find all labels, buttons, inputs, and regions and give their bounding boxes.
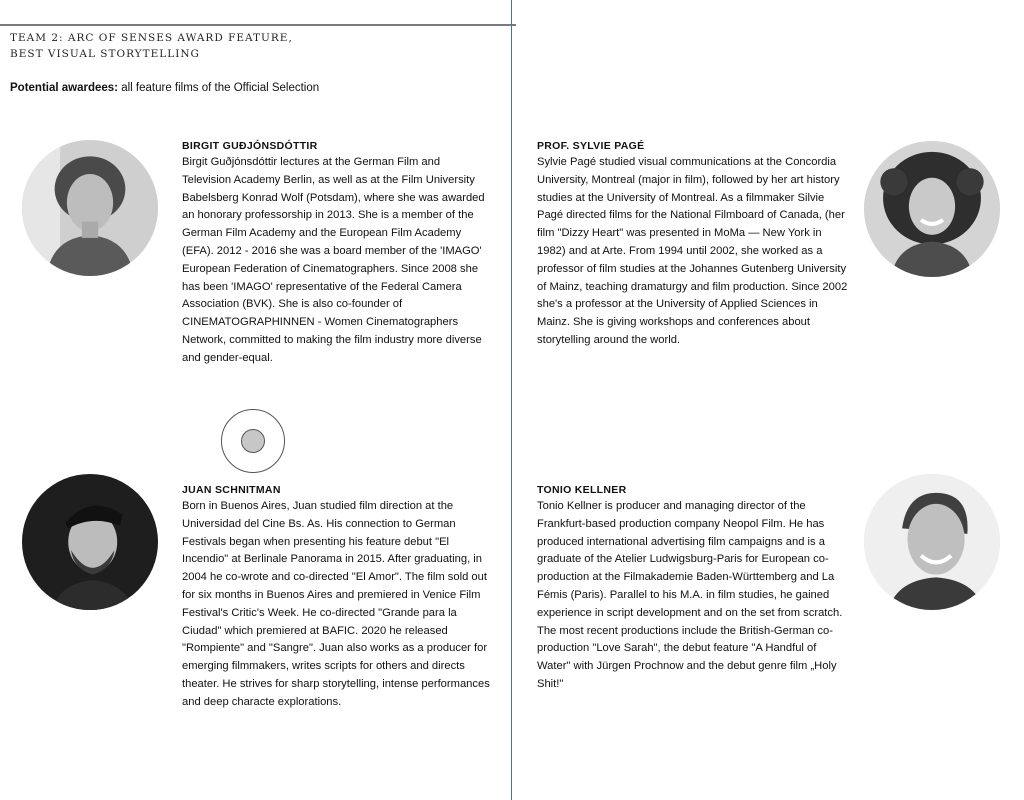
page-divider	[511, 0, 512, 800]
awardees-label: Potential awardees:	[10, 82, 119, 94]
woman-portrait-icon	[864, 141, 1000, 277]
bio-text: Tonio Kellner is producer and managing director of the Frankfurt-based production company Neopol Film. He has produced international advertising film campaigns and is a graduate of the Atelier Ludwigsburg-Paris for European co-production at the Filmakademie Baden-Württemberg and La Fémis (Paris). Parallel to his M.A. in film studies, he gained experience in script development and on the set from scratch. The most recent productions include the British-German co-production "Love Sarah", the debut feature "A Handful of Water" with Jürgen Prochnow and the debut genre film „Holy Shit!"	[537, 500, 843, 690]
bio-name: BIRGIT GUÐJÓNSDÓTTIR	[182, 140, 318, 152]
bio-name: PROF. SYLVIE PAGÉ	[537, 140, 645, 152]
portrait-tonio-kellner	[864, 474, 1000, 610]
bio-birgit-gudjonsdottir	[182, 138, 492, 368]
awardees-text: all feature films of the Official Selection	[118, 82, 320, 94]
portrait-juan-schnitman	[22, 474, 158, 610]
team-heading-line-1: TEAM 2: ARC OF SENSES AWARD FEATURE,	[10, 32, 293, 44]
bio-tonio-kellner	[537, 482, 849, 694]
bio-name: TONIO KELLNER	[537, 484, 627, 496]
touch-indicator-dot	[241, 429, 265, 453]
portrait-sylvie-page	[864, 141, 1000, 277]
bio-sylvie-page	[537, 138, 849, 350]
woman-portrait-icon	[22, 140, 158, 276]
portrait-birgit-gudjonsdottir	[22, 140, 158, 276]
man-portrait-icon	[22, 474, 158, 610]
bio-juan-schnitman	[182, 482, 492, 712]
team-heading	[10, 30, 430, 62]
bio-name: JUAN SCHNITMAN	[182, 484, 281, 496]
man-portrait-icon	[864, 474, 1000, 610]
team-heading-line-2: BEST VISUAL STORYTELLING	[10, 48, 200, 60]
bio-text: Born in Buenos Aires, Juan studied film direction at the Universidad del Cine Bs. As. His connection to German Festivals began when presenting his feature debut "El Incendio" at Berlinale Panorama in 2015. After graduating, in 2004 he co-wrote and co-directed "El Amor". The film sold out for six months in Buenos Aires and premiered in Venice Film Festival's Critic's Week. He co-directed "Grande para la Ciudad" which premiered at BAFIC. 2020 he released "Rompiente" and "Sangre". Juan also works as a producer for emerging filmmakers, writes scripts for others and directs theater. He strives for sharp storytelling, intense performances and deep characte explorations.	[182, 500, 490, 708]
bio-text: Sylvie Pagé studied visual communications at the Concordia University, Montreal (major in film), followed by her art history studies at the University of Montreal. As a filmmaker Silvie Pagé directed films for the National Filmboard of Canada, (her film "Dizzy Heart" was presented in MoMa — New York in 1982) and at Arte. From 1994 until 2002, she worked as a professor of film studies at the Johannes Gutenberg University of Mainz, teaching dramaturgy and film production. Since 2002 she's a professor at the University of Applied Sciences in Mainz. She is giving workshops and conferences about storytelling around the world.	[537, 156, 848, 346]
top-rule	[0, 24, 516, 26]
bio-text: Birgit Guðjónsdóttir lectures at the German Film and Television Academy Berlin, as well as at the Film University Babelsberg Konrad Wolf (Potsdam), where she was awarded an honorary professorship in 2013. She is a member of the German Film Academy and the European Film Academy (EFA). 2012 - 2016 she was a board member of the 'IMAGO' European Federation of Cinematographers. Since 2008 she has been 'IMAGO' representative of the Federal Camera Association (BVK). She is also co-founder of CINEMATOGRAPHINNEN - Women Cinematographers Network, committed to making the film industry more diverse and gender-equal.	[182, 156, 485, 364]
potential-awardees	[10, 82, 319, 94]
